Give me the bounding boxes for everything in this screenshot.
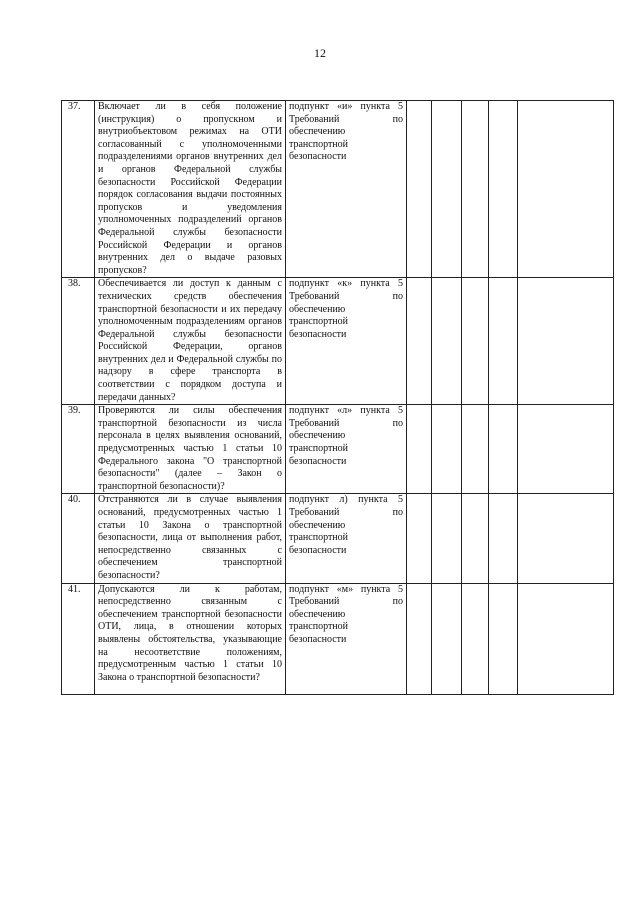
answer-cell-yes[interactable]: [407, 405, 432, 494]
answer-cell-yes[interactable]: [407, 278, 432, 405]
checklist-table: [61, 100, 614, 695]
notes-cell[interactable]: [518, 583, 614, 694]
row-number: 37.: [62, 101, 95, 278]
row-number: 40.: [62, 494, 95, 583]
answer-cell-na[interactable]: [462, 101, 489, 278]
page-number: 12: [314, 46, 326, 60]
requirement-reference: подпункт л) пункта 5 Требований по обеспечению транспортной безопасности: [286, 494, 407, 583]
answer-cell-extra[interactable]: [489, 494, 518, 583]
requirement-reference: подпункт «м» пункта 5 Требований по обеспечению транспортной безопасности: [286, 583, 407, 694]
notes-cell[interactable]: [518, 278, 614, 405]
answer-cell-yes[interactable]: [407, 494, 432, 583]
question-text: Отстраняются ли в случае выявления оснований, предусмотренных частью 1 статьи 10 Закона о транспортной безопасности, лица от выполнения работ, непосредственно связанных с обеспечением транспортной безопасности?: [95, 494, 286, 583]
answer-cell-yes[interactable]: [407, 101, 432, 278]
table-row: [62, 278, 614, 405]
question-text: Обеспечивается ли доступ к данным с технических средств обеспечения транспортной безопасности и их передачу уполномоченным подразделениям органов Федеральной службы безопасности Российской Федерации, органов внутренних дел и Федеральной службы по надзору в сфере транспорта в соответствии с порядком доступа и передачи данных?: [95, 278, 286, 405]
answer-cell-no[interactable]: [432, 405, 462, 494]
answer-cell-na[interactable]: [462, 583, 489, 694]
notes-cell[interactable]: [518, 494, 614, 583]
answer-cell-na[interactable]: [462, 494, 489, 583]
answer-cell-na[interactable]: [462, 405, 489, 494]
row-number: 39.: [62, 405, 95, 494]
row-number: 38.: [62, 278, 95, 405]
requirement-reference: подпункт «к» пункта 5 Требований по обеспечению транспортной безопасности: [286, 278, 407, 405]
answer-cell-yes[interactable]: [407, 583, 432, 694]
question-text: Включает ли в себя положение (инструкция) о пропускном и внутриобъектовом режимах на ОТИ согласованный с уполномоченными подразделениями органов внутренних дел и органов Федеральной службы безопасности Российской Федерации порядок согласования выдачи постоянных пропусков и уведомления уполномоченных подразделений органов Федеральной службы безопасности Российской Федерации и органов внутренних дел о выдаче разовых пропусков?: [95, 101, 286, 278]
answer-cell-extra[interactable]: [489, 405, 518, 494]
answer-cell-no[interactable]: [432, 583, 462, 694]
notes-cell[interactable]: [518, 405, 614, 494]
requirement-reference: подпункт «л» пункта 5 Требований по обеспечению транспортной безопасности: [286, 405, 407, 494]
answer-cell-no[interactable]: [432, 278, 462, 405]
question-text: Допускаются ли к работам, непосредственно связанным с обеспечением транспортной безопасности ОТИ, лица, в отношении которых выявлены обстоятельства, указывающие на несоответствие положениям, предусмотренным частью 1 статьи 10 Закона о транспортной безопасности?: [95, 583, 286, 694]
table-row: [62, 583, 614, 694]
table-row: [62, 494, 614, 583]
question-text: Проверяются ли силы обеспечения транспортной безопасности из числа персонала в целях выявления оснований, предусмотренных частью 1 статьи 10 Федерального закона "О транспортной безопасности" (далее – Закон о транспортной безопасности)?: [95, 405, 286, 494]
table-row: [62, 405, 614, 494]
notes-cell[interactable]: [518, 101, 614, 278]
row-number: 41.: [62, 583, 95, 694]
requirement-reference: подпункт «и» пункта 5 Требований по обеспечению транспортной безопасности: [286, 101, 407, 278]
answer-cell-extra[interactable]: [489, 278, 518, 405]
answer-cell-extra[interactable]: [489, 583, 518, 694]
table-row: [62, 101, 614, 278]
answer-cell-extra[interactable]: [489, 101, 518, 278]
answer-cell-na[interactable]: [462, 278, 489, 405]
answer-cell-no[interactable]: [432, 101, 462, 278]
answer-cell-no[interactable]: [432, 494, 462, 583]
